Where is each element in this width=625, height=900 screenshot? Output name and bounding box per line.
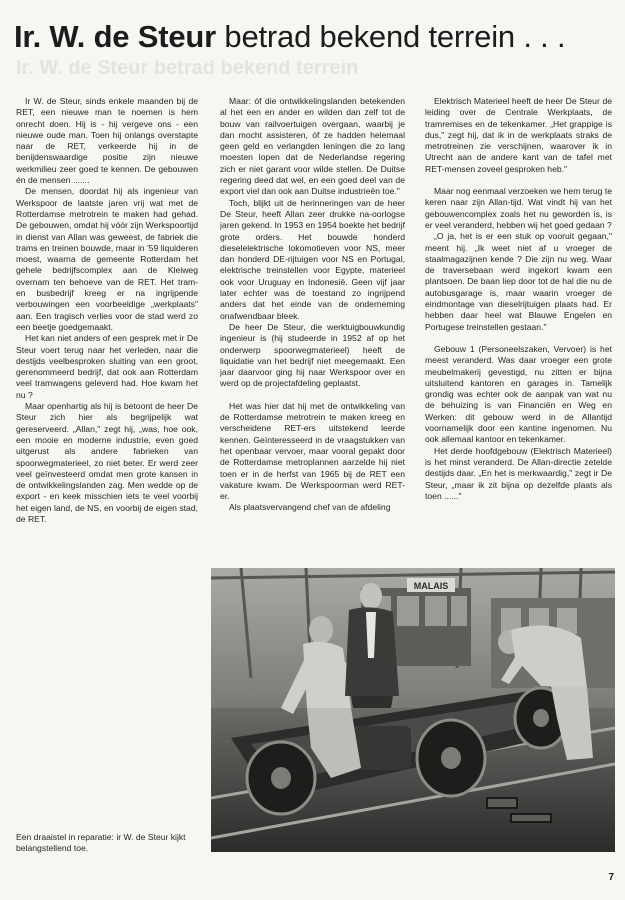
paragraph: Elektrisch Materieel heeft de heer De Steur de leiding over de Centrale Werkplaats, de tramremises en de tekenkamer. „Het grappige is dus," zegt hij, dat ik in de werkplaats straks de metrotreinen zie verschijnen, waarover ik in Utrecht aan de andere kant van de tafel met RET-mensen zoveel gesproken heb." bbox=[425, 96, 612, 174]
article-column-3 bbox=[425, 96, 612, 556]
paragraph: De heer De Steur, die werktuigbouwkundig ingenieur is (hij studeerde in 1952 af op het onderwerp spoorwegmaterieel) heeft de liquidatie van het bedrijf niet meegemaakt. Een jaar daarvoor ging hij naar Werkspoor over en werd op de projectafdeling geplaatst. bbox=[220, 321, 405, 389]
paragraph: Als plaatsvervangend chef van de afdeling bbox=[229, 502, 391, 513]
paragraph: Maar openhartig als hij is betoont de heer De Steur zich hier als begrijpelijk wat gereserveerd. „Allan," zegt hij, „was, hoe ook, een mooie en moderne industrie, even goed uitgerust als andere fabrieken van spoorwegmaterieel, zo niet beter. Er werd zeer veel geïnvesteerd omdat men grote kansen in de ontwikkelingslanden zag. Men wedde op de export - en keek misschien iets te veel voorbij het eigen land, de NS, en voorbij de eigen stad, de RET. bbox=[16, 401, 198, 524]
paragraph: Toch, blijkt uit de herinneringen van de heer De Steur, heeft Allan zeer drukke na-oorlogse jaren gekend. In 1953 en 1954 boekte het bedrijf grote orders. Het bouwde honderd dieselelektrische lokomotieven voor NS, meer dan honderd DE-rijtuigen voor NS en Portugal, elektrische treinstellen voor Egypte, materieel ook voor Uruguay en Indonesië. Geen vijf jaar later echter was de toestand zo ingrijpend anders dat het einde van de onderneming onafwendbaar bleek. bbox=[220, 197, 405, 321]
paragraph: „O ja, het is er een stuk op vooruit gegaan," meent hij. „Ik weet niet af u vroeger de staalmagazijnen kende ? Die zijn nu weg. Waar de traversebaan werd ingekort kwam een plantsoen. De baan liep door tot de hal die nu de autobusgarage is, maar waarin vroeger de eindmontage van dieselrijtuigen plaats had. Er hebben daar heel wat Blauwe Engelen en Portugese treinstellen gestaan." bbox=[425, 231, 612, 332]
workshop-photo bbox=[211, 568, 615, 852]
headline-subtitle: betrad bekend terrein . . . bbox=[224, 19, 566, 54]
photo-caption: Een draaistel in reparatie: ir W. de Steur kijkt belangstellend toe. bbox=[16, 832, 186, 854]
show-through-text: Ir. W. de Steur betrad bekend terrein bbox=[16, 60, 359, 76]
paragraph: Het kan niet anders of een gesprek met ir De Steur voert terug naar het verleden, naar die destijds veelbesproken sluiting van een groot, gerenommeerd bedrijf, dat ook aan Rotterdam veel tramwagens geleverd had. Hoe kwam het nu ? bbox=[16, 333, 198, 400]
paragraph: Maar nog eenmaal verzoeken we hem terug te keren naar zijn Allan-tijd. Wat vindt hij van het gebouwencomplex zoals het nu geworden is, is er veel veranderd, hebben wij het goed gedaan ? bbox=[425, 186, 612, 230]
headline bbox=[14, 18, 614, 56]
article-column-2 bbox=[220, 96, 405, 556]
paragraph: Het derde hoofdgebouw (Elektrisch Materieel) is het minst veranderd. De Allan-directie zetelde destijds daar. „En het is merkwaardig," zegt ir De Steur, „maar ik zit bijna op dezelfde plaats als toen ......" bbox=[425, 445, 612, 501]
page-number: 7 bbox=[608, 872, 614, 883]
paragraph: De mensen, doordat hij als ingenieur van Werkspoor de laatste jaren vrij wat met de Rotterdamse metrotrein te maken had gehad. De gebouwen, omdat hij vóór zijn Werkspoortijd in dienst van Allan was geweest, de fabriek die trams en treinen bouwde, maar in '59 liquideren moest, waarna de gemeente Rotterdam het gehele bedrijfscomplex aan de Kleiweg overnam ten behoeve van de RET. Het tram- en busbedrijf kreeg er na ingrijpende verbouwingen een voorbeeldige „werkplaats" aan. Een tragisch verlies voor de stad werd zo een beetje goedgemaakt. bbox=[16, 186, 198, 332]
headline-name: Ir. W. de Steur bbox=[14, 19, 216, 54]
workshop-sign-text: MALAIS bbox=[413, 581, 449, 591]
paragraph: Maar: óf die ontwikkelingslanden betekenden al het een en ander en wilden dan zelf tot de bouw van railvoertuigen overgaan, waarbij je dan mocht assisteren, óf ze hadden helemaal geen geld en verlangden leningen die zo lang moesten lopen dat de Nederlandse regering zich er niet garant voor wilde stellen. De Duitse regering deed dat wel, en een goed deel van de export viel dan ook aan Duitse industrieën toe." bbox=[220, 96, 405, 197]
article-column-1 bbox=[16, 96, 198, 556]
paragraph: Ir W. de Steur, sinds enkele maanden bij de RET, een nieuwe man te noemen is hem onrecht doen. Hij is - hij vergeve ons - een nieuwe oude man. Toen hij onlangs overstapte naar de RET, verkeerde hij in de benijdenswaardige positie zijn nieuwe werkmilieu zeer goed te kennen. De gebouwen én de mensen ....... bbox=[16, 96, 198, 186]
paragraph: Gebouw 1 (Personeelszaken, Vervoer) is het meest veranderd. Was daar vroeger een grote meubelmakerij gevestigd, nu zitten er bijna uitsluitend kantoren en garages in. Tamelijk grondig was echter ook de aanpak van wat nu de behuizing is van Financiën en Weg en Werken: dit gebouw werd in de Allantijd voornamelijk door een kantine ingenomen. Nu ook allemaal kantoor en tekenkamer. bbox=[425, 343, 612, 445]
paragraph: Het was hier dat hij met de ontwikkeling van de Rotterdamse metrotrein te maken kreeg en verscheidene RET-ers uitstekend leerde kennen. Geïnteresseerd in de vraagstukken van het openbaar vervoer, maar vooral gepakt door de Rotterdamse metroplannen aarzelde hij niet toen er in de herfst van 1965 bij de RET een vakature kwam. De Werkspoorman werd RET-er. bbox=[220, 400, 405, 502]
